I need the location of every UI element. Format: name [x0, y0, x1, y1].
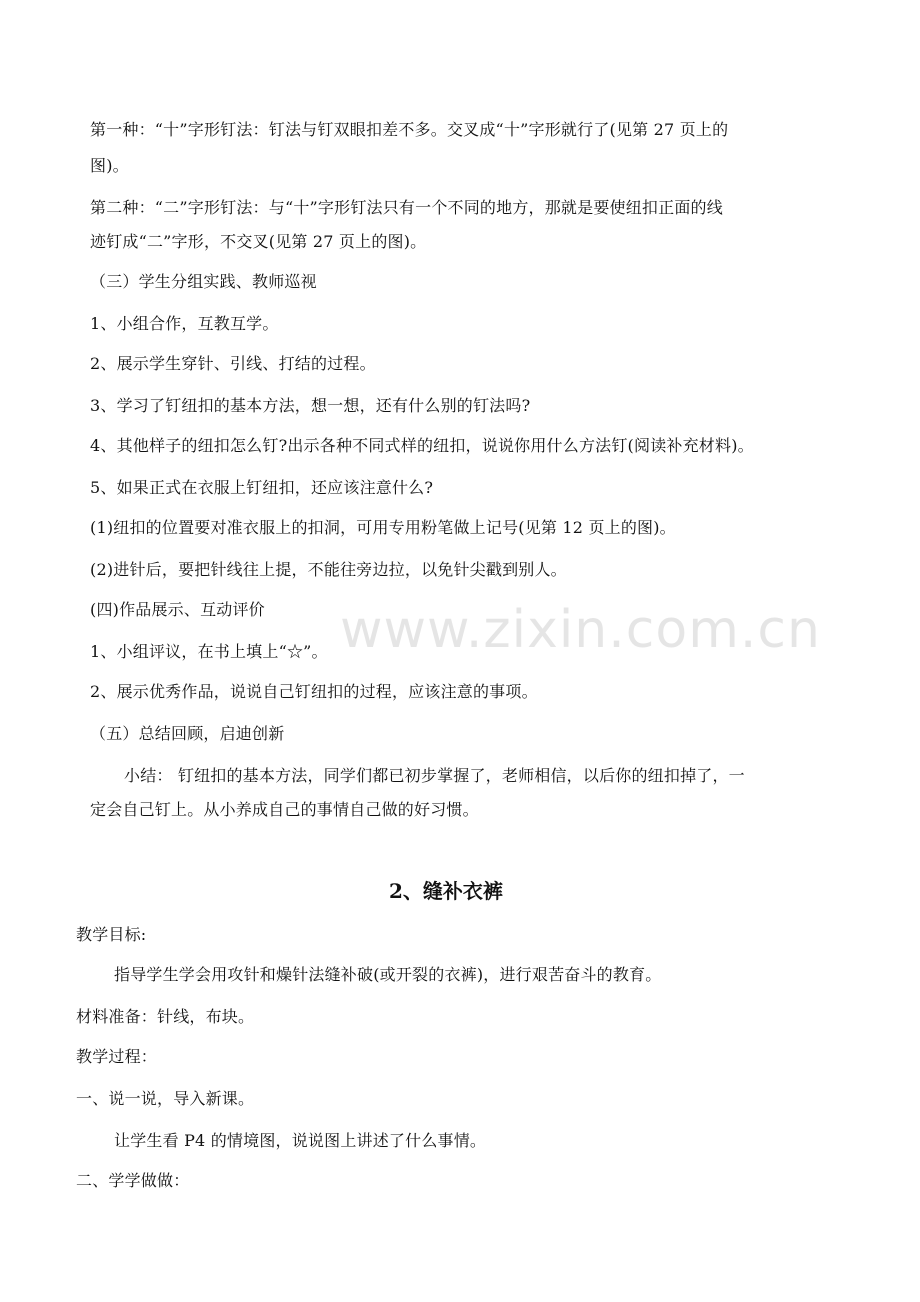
text-line: 2、展示学生穿针、引线、打结的过程。	[90, 354, 376, 373]
text-line: (1)纽扣的位置要对准衣服上的扣洞，可用专用粉笔做上记号(见第 12 页上的图)。	[90, 518, 676, 537]
text-line: 让学生看 P4 的情境图，说说图上讲述了什么事情。	[114, 1131, 487, 1150]
text-line: 图)。	[90, 156, 129, 175]
watermark: www.zixin.com.cn	[340, 600, 821, 660]
text-line: 指导学生学会用攻针和燥针法缝补破(或开裂的衣裤)，进行艰苦奋斗的教育。	[114, 965, 662, 984]
section-title: 2、缝补衣裤	[389, 879, 503, 903]
text-line: 定会自己钉上。从小养成自己的事情自己做的好习惯。	[90, 800, 479, 819]
text-line: 1、小组评议，在书上填上“☆”。	[90, 642, 328, 661]
text-line: 材料准备：针线，布块。	[76, 1007, 255, 1026]
text-line: 一、说一说，导入新课。	[76, 1089, 255, 1108]
text-line: 2、展示优秀作品，说说自己钉纽扣的过程，应该注意的事项。	[90, 682, 538, 701]
text-line: （三）学生分组实践、教师巡视	[90, 272, 317, 291]
text-line: (四)作品展示、互动评价	[90, 600, 265, 619]
text-line: 教学过程：	[76, 1047, 158, 1066]
text-line: 第二种：“二”字形钉法：与“十”字形钉法只有一个不同的地方，那就是要使纽扣正面的线	[90, 198, 723, 217]
text-line: 迹钉成“二”字形，不交叉(见第 27 页上的图)。	[90, 232, 427, 251]
text-line: 3、学习了钉纽扣的基本方法，想一想，还有什么别的钉法吗?	[90, 396, 531, 415]
text-line: 第一种：“十”字形钉法：钉法与钉双眼扣差不多。交叉成“十”字形就行了(见第 27 页上的	[90, 120, 729, 139]
text-line: 小结： 钉纽扣的基本方法，同学们都已初步掌握了，老师相信，以后你的纽扣掉了，一	[124, 766, 745, 785]
text-line: 教学目标:	[76, 925, 147, 944]
text-line: 4、其他样子的纽扣怎么钉?出示各种不同式样的纽扣，说说你用什么方法钉(阅读补充材料)。	[90, 436, 754, 455]
text-line: (2)进针后，要把针线往上提，不能往旁边拉，以免针尖戳到别人。	[90, 560, 567, 579]
text-line: 1、小组合作，互教互学。	[90, 314, 279, 333]
text-line: 二、学学做做：	[76, 1171, 190, 1190]
text-line: 5、如果正式在衣服上钉纽扣，还应该注意什么?	[90, 478, 434, 497]
text-line: （五）总结回顾，启迪创新	[90, 724, 285, 743]
